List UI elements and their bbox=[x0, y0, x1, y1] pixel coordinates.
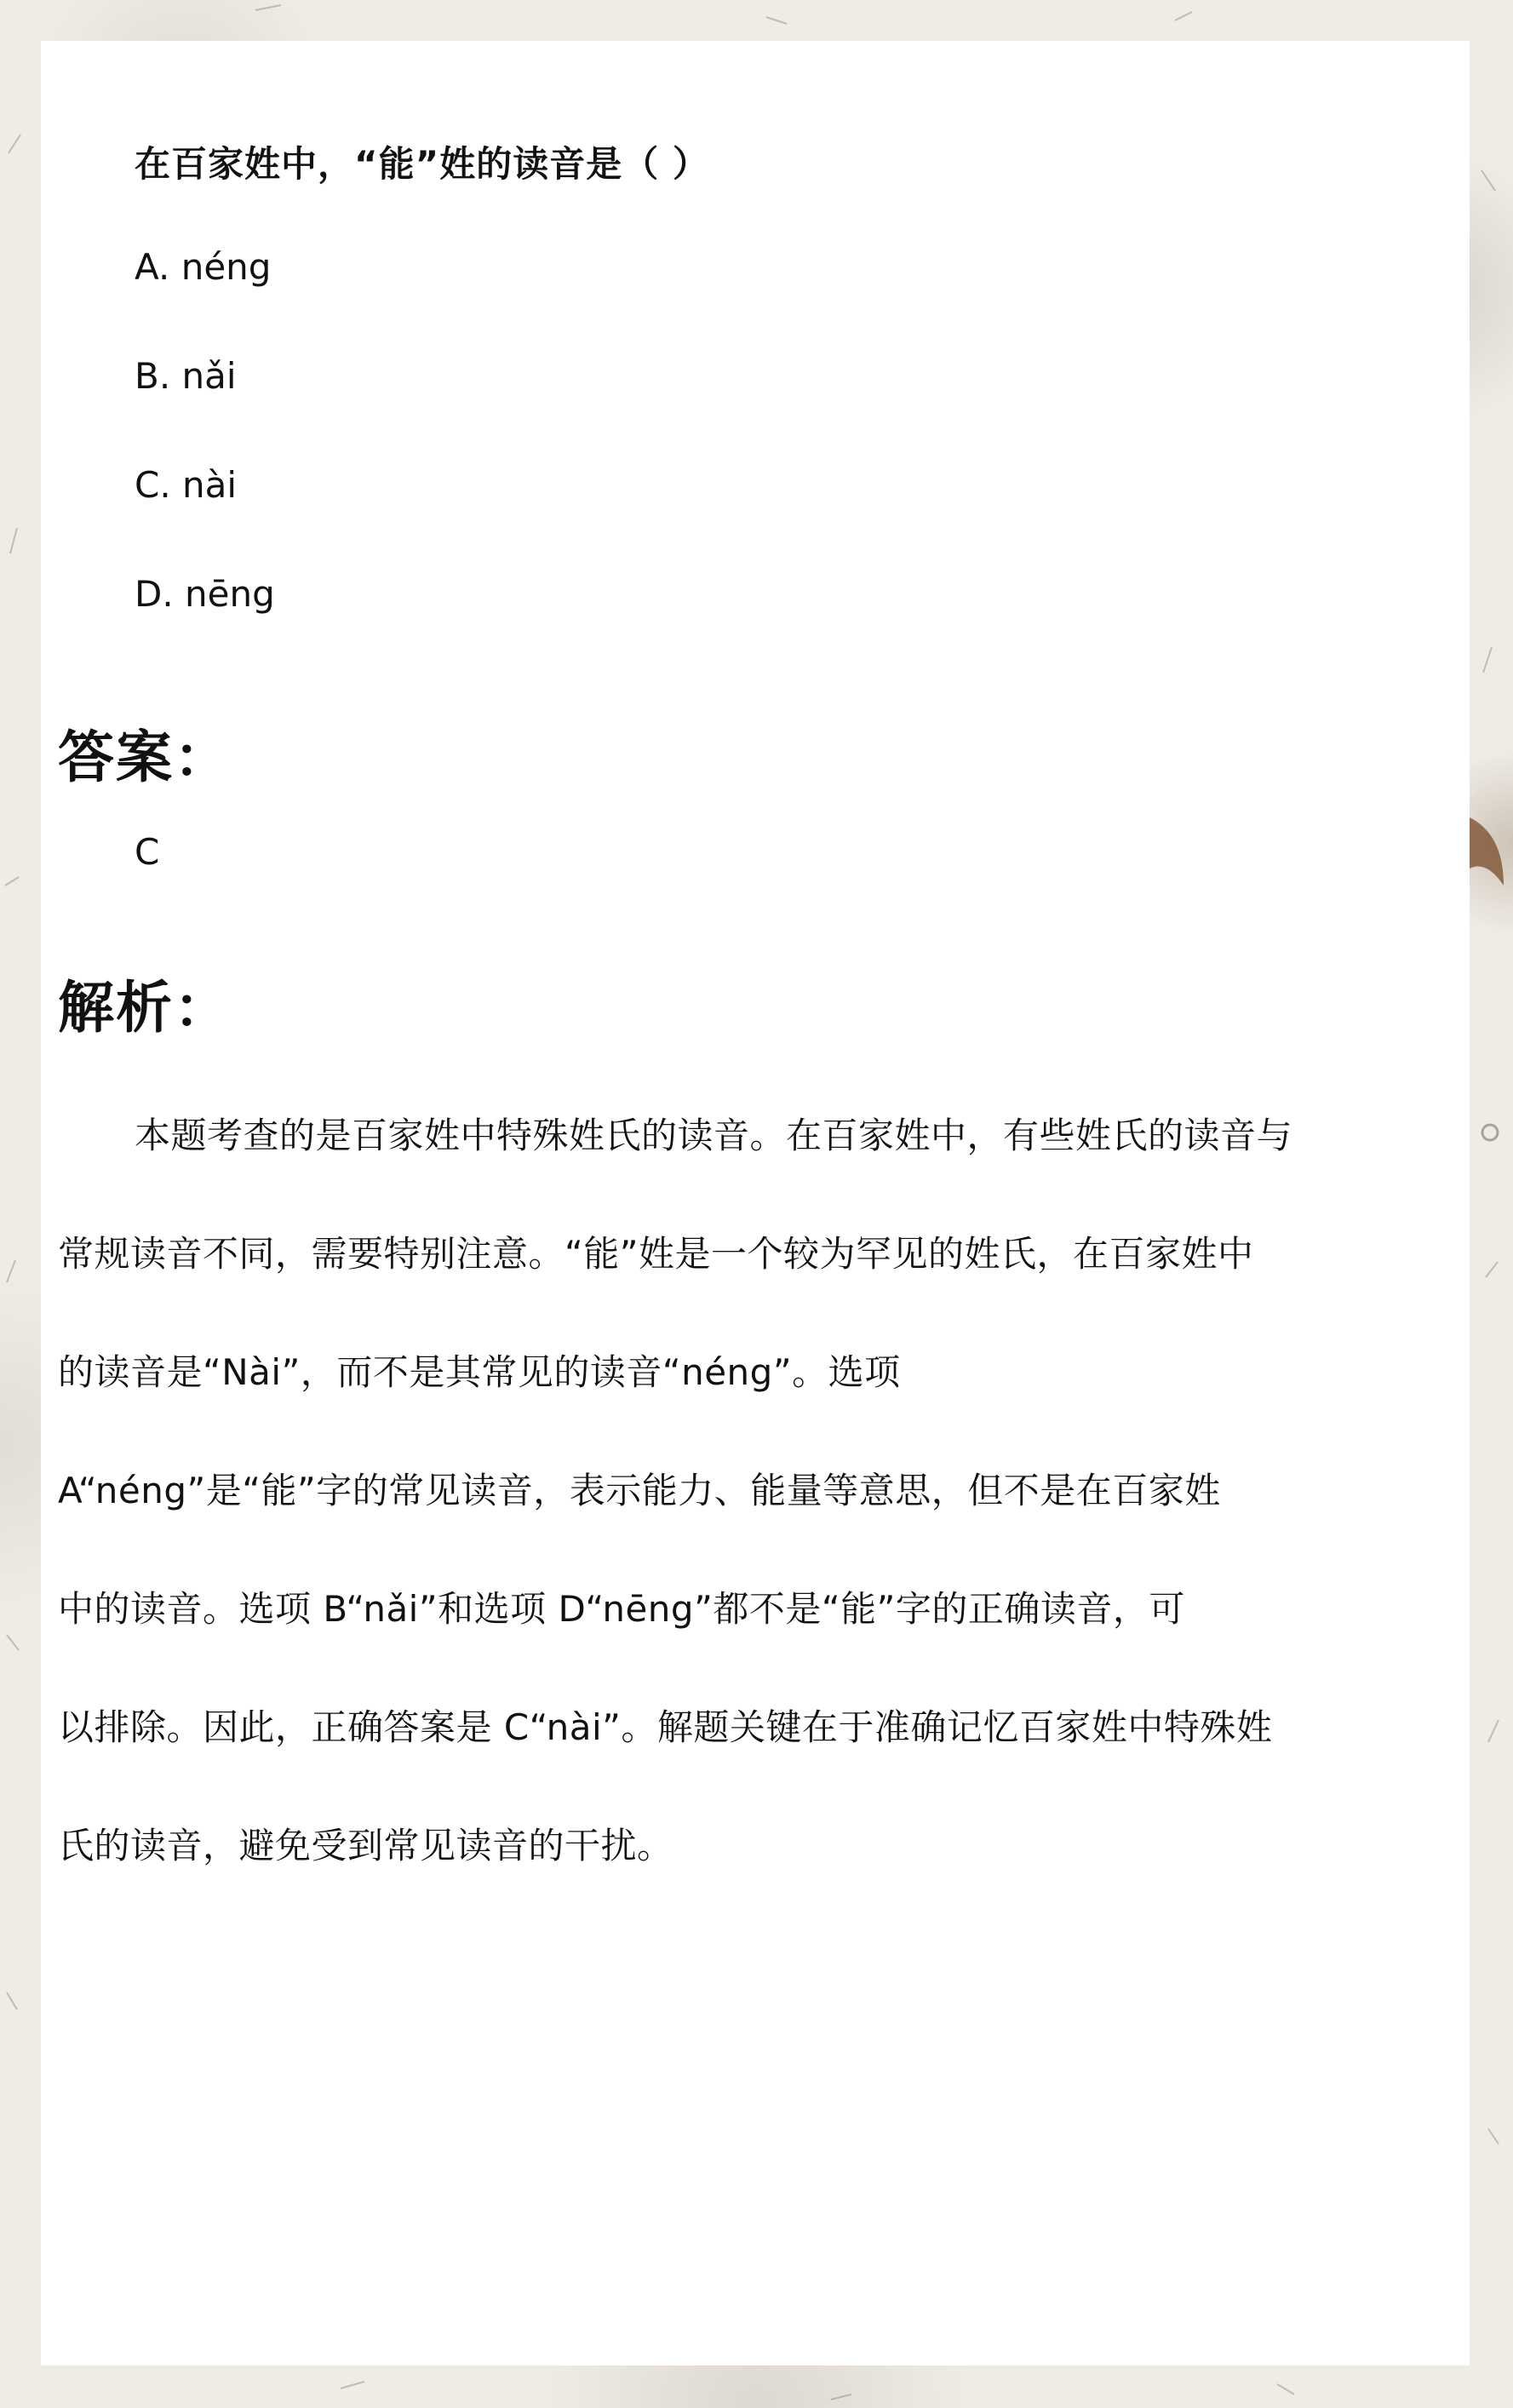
analysis-line: 以排除。因此，正确答案是 C“nài”。解题关键在于准确记忆百家姓中特殊姓 bbox=[58, 1706, 1273, 1748]
analysis-text bbox=[58, 1076, 1413, 1905]
analysis-line: 常规读音不同，需要特别注意。“能”姓是一个较为罕见的姓氏，在百家姓中 bbox=[58, 1233, 1254, 1275]
option-a: A. néng bbox=[135, 246, 272, 288]
option-list bbox=[135, 245, 275, 681]
option-d: D. nēng bbox=[135, 573, 275, 615]
answer-value: C bbox=[135, 831, 160, 873]
option-b: B. nǎi bbox=[135, 355, 237, 397]
analysis-line: A“néng”是“能”字的常见读音，表示能力、能量等意思，但不是在百家姓 bbox=[58, 1470, 1221, 1511]
analysis-line: 氏的读音，避免受到常见读音的干扰。 bbox=[58, 1825, 673, 1866]
analysis-heading: 解析： bbox=[58, 975, 232, 1041]
analysis-line: 本题考查的是百家姓中特殊姓氏的读音。在百家姓中，有些姓氏的读音与 bbox=[135, 1115, 1293, 1156]
answer-heading: 答案： bbox=[58, 725, 232, 790]
option-c: C. nài bbox=[135, 464, 238, 506]
analysis-line: 的读音是“Nài”，而不是其常见的读音“néng”。选项 bbox=[58, 1351, 901, 1393]
analysis-line: 中的读音。选项 B“nǎi”和选项 D“nēng”都不是“能”字的正确读音，可 bbox=[58, 1588, 1185, 1630]
question-text: 在百家姓中，“能”姓的读音是（ ） bbox=[135, 143, 709, 185]
